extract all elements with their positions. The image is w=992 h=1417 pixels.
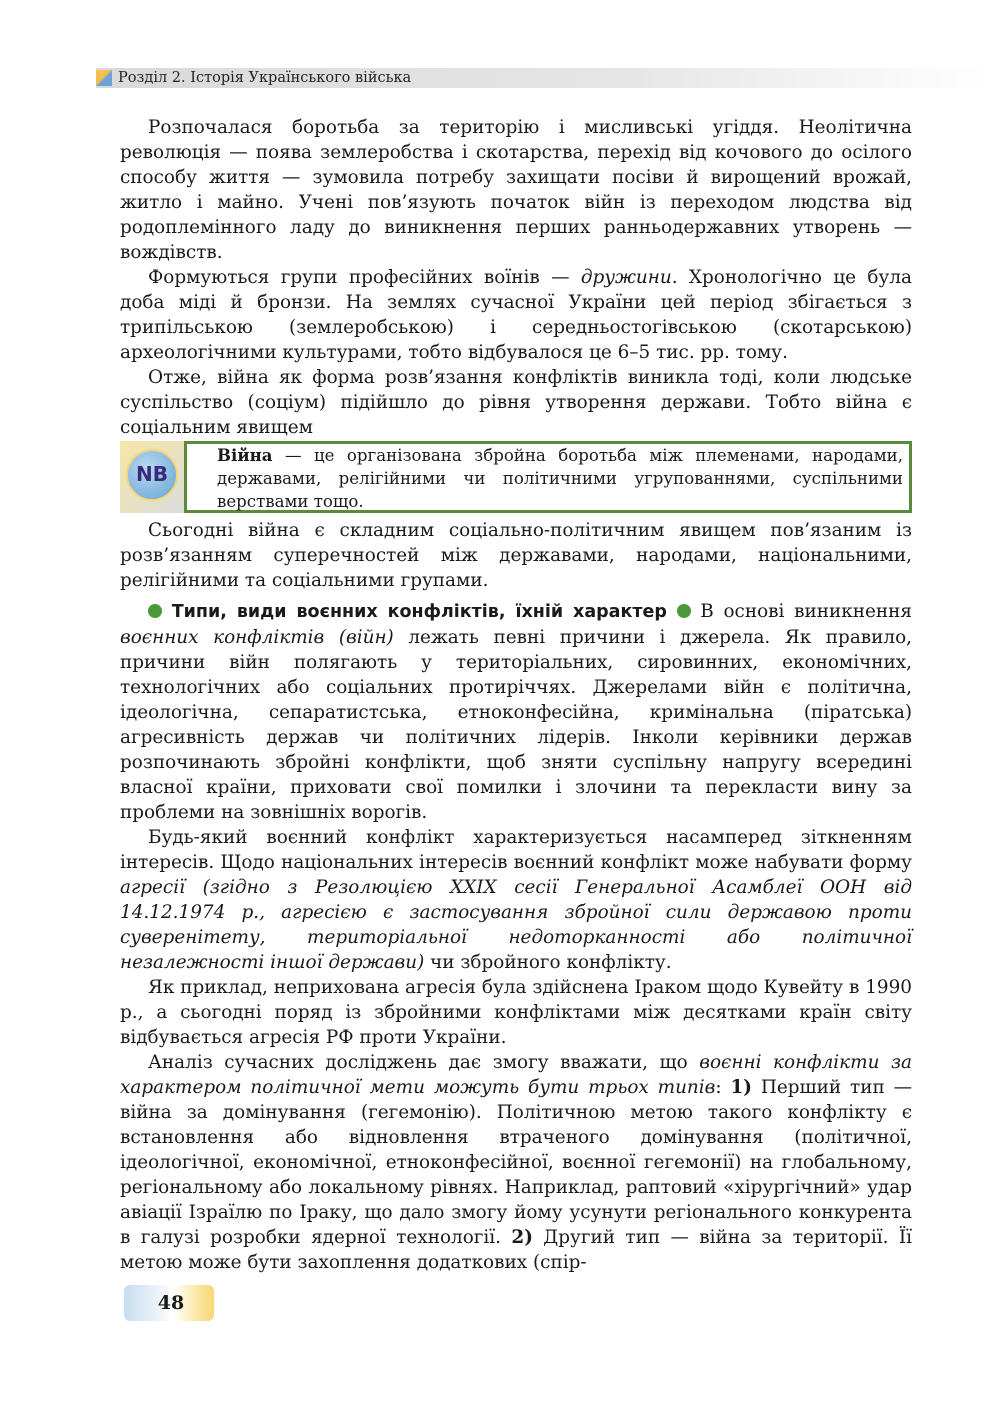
bullet-dot-icon	[677, 604, 691, 618]
main-text	[120, 518, 912, 1275]
section-paragraph-3: Як приклад, неприхована агресія була здійснена Іраком щодо Кувейту в 1990 р., а сьогодні поряд із збройними конфліктами між десятками країн світу відбувається агресія РФ проти України.	[120, 977, 912, 1048]
section-paragraph-1	[120, 599, 912, 825]
intro-p2-text-rest: . Хронологічно це була доба міді й бронзи. На землях сучасної України цей період збігається з трипільською (землеробською) і середньостогівською (скотарською) археологічними культурами, тобто відбувалося це 6–5 тис. рр. тому.	[120, 267, 912, 363]
intro-p2-text: Формуються групи професійних воїнів —	[148, 267, 581, 288]
page-number: 48	[157, 1292, 185, 1314]
intro-p2-term: дружини	[580, 267, 672, 288]
running-header	[96, 68, 992, 88]
nb-icon	[126, 449, 178, 501]
section-p2-text: Будь-який воєнний конфлікт характеризується насамперед зіткненням інтересів. Щодо національних інтересів воєнний конфлікт може набувати форму	[120, 827, 912, 873]
intro-text	[120, 115, 912, 440]
nb-definition	[184, 441, 912, 513]
nb-term: Війна	[217, 445, 273, 465]
intro-paragraph-1: Розпочалася боротьба за територію і мисливські угіддя. Неолітична революція — поява землеробства і скотарства, перехід від кочового до осілого способу життя — зумовила потребу захищати посіви й вирощений врожай, житло і майно. Учені пов’язують початок війн із переходом людства від родоплемінного ладу до виникнення перших ранньодержавних утворень — вождівств.	[120, 117, 912, 263]
nb-definition-text: — це організована збройна боротьба між племенами, народами, державами, релігійними чи політичними угрупованнями, суспільними верствами тощо.	[217, 446, 903, 511]
intro-paragraph-2	[120, 265, 912, 365]
section-p1-term: воєнних конфліктів (війн)	[120, 627, 394, 648]
section-p2-italic: агресії (згідно з Резолюцією XXIX сесії Генеральної Асамблеї ООН від 14.12.1974 р., агресією є застосування збройної сили державою проти суверенітету, територіальної недоторканності або політичної незалежності іншої держави)	[120, 877, 912, 973]
section-p4-text: Аналіз сучасних досліджень дає змогу вважати, що	[148, 1052, 700, 1073]
chapter-marker-icon	[96, 70, 112, 86]
section-heading: Типи, види воєнних конфліктів, їхній характер	[171, 602, 667, 622]
section-p4-text-end: Другий тип — війна за території. Її метою може бути захоплення додаткових (спір-	[120, 1227, 912, 1273]
nb-badge-label: NB	[136, 462, 168, 486]
section-p4-text-mid: Перший тип — війна за домінування (гегемонію). Політичною метою такого конфлікту є встановлення або відновлення втраченого домінування (політичної, ідеологічної, економічної, етноконфесійної, воєнної гегемонії) на глобальному, регіональному або локальному рівнях. Наприклад, раптовий «хірургічний» удар авіації Ізраїлю по Іраку, що дало змогу йому усунути регіонального конкурента в галузі розробки ядерної технології.	[120, 1077, 912, 1248]
section-p4-number-2: 2)	[511, 1227, 533, 1248]
section-paragraph-2	[120, 825, 912, 975]
nb-definition-box	[120, 441, 912, 513]
section-p4-number-1: 1)	[730, 1077, 752, 1098]
nb-badge	[120, 441, 184, 513]
section-p2-text-rest: чи збройного конфлікту.	[424, 952, 672, 973]
intro-paragraph-3: Отже, війна як форма розв’язання конфліктів виникла тоді, коли людське суспільство (соціум) підійшло до рівня утворення держави. Тобто війна є соціальним явищем	[120, 367, 912, 438]
section-p1-text-rest: лежать певні причини і джерела. Як правило, причини війн полягають у територіальних, сировинних, економічних, технологічних або соціальних протиріччях. Джерелами війн є політична, ідеологічна, сепаратистська, етноконфесійна, кримінальна (піратська) агресивність держав чи політичних лідерів. Інколи керівники держав розпочинають збройні конфлікти, щоб зняти суспільну напругу всередині власної країни, приховати свої помилки і злочини та перекласти вину за проблеми на зовнішніх ворогів.	[120, 627, 912, 823]
section-p4-italic: воєнні конфлікти за характером політичної мети можуть бути трьох типів	[120, 1052, 913, 1098]
running-header-title: Розділ 2. Історія Українського війська	[118, 70, 412, 86]
section-p1-text: В основі виникнення	[690, 601, 912, 622]
section-p4-colon: :	[715, 1077, 731, 1098]
section-paragraph-4	[120, 1050, 912, 1275]
after-nb-paragraph: Сьогодні війна є складним соціально-політичним явищем пов’язаним із розв’язанням суперечностей між державами, народами, національними, релігійними та соціальними групами.	[120, 520, 912, 591]
bullet-dot-icon	[148, 604, 162, 618]
